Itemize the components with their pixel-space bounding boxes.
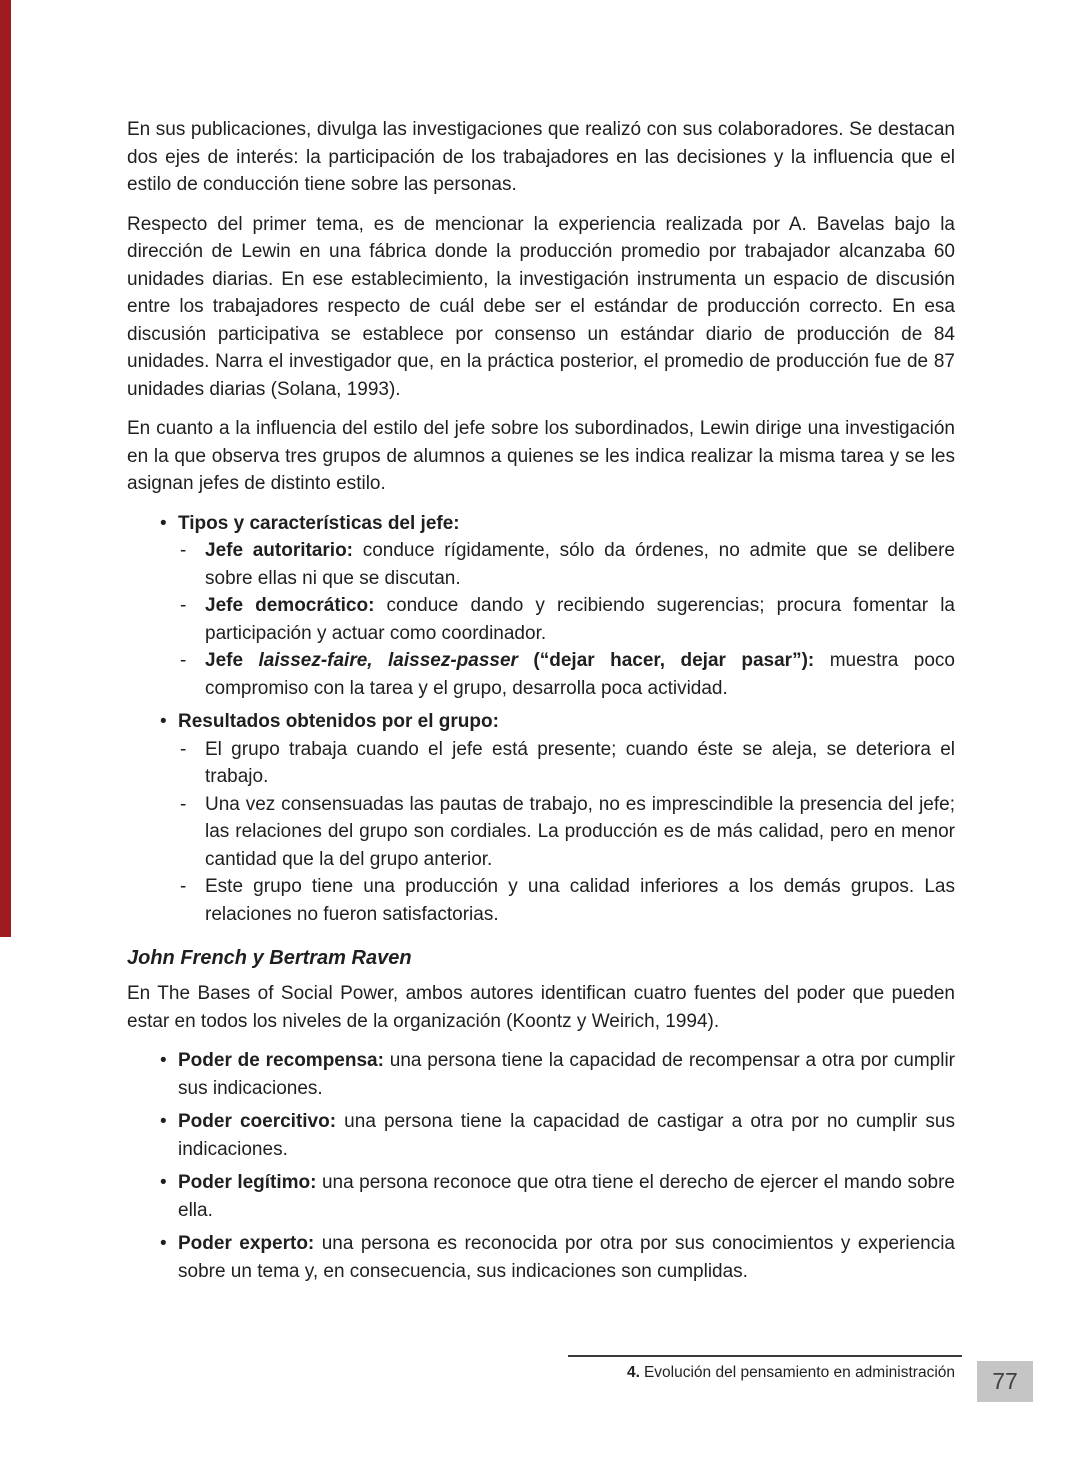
text-segment: Tipos y características del jefe: (178, 512, 460, 534)
sub-list-item (178, 592, 955, 647)
section-heading (127, 944, 955, 972)
accent-stripe (0, 0, 11, 937)
paragraph (127, 116, 955, 199)
bullet-list (127, 510, 955, 929)
text-segment: una persona tiene la capacidad de recompensar a otra por cumplir sus indicaciones. (178, 1050, 955, 1099)
list-item (127, 510, 955, 703)
paragraph (127, 211, 955, 404)
sub-list-item (178, 791, 955, 874)
text-segment: una persona es reconocida por otra por sus conocimientos y experiencia sobre un tema y, en consecuencia, sus indicaciones son cumplidas. (178, 1233, 955, 1282)
sub-list-item (178, 873, 955, 928)
text-segment: John French y Bertram Raven (127, 947, 412, 969)
paragraph (127, 980, 955, 1035)
list-item (127, 1047, 955, 1102)
text-segment: Jefe (205, 650, 259, 671)
text-segment: Poder coercitivo: (178, 1111, 337, 1132)
text-segment: una persona reconoce que otra tiene el derecho de ejercer el mando sobre ella. (178, 1172, 955, 1221)
paragraph (127, 415, 955, 498)
text-segment: Este grupo tiene una producción y una calidad inferiores a los demás grupos. Las relaciones no fueron satisfactorias. (205, 876, 955, 925)
text-segment: muestra poco compromiso con la tarea y el grupo, desarrolla poca actividad. (205, 650, 955, 699)
text-segment: Jefe autoritario: (205, 540, 354, 561)
document-content (127, 116, 955, 1297)
list-item (127, 708, 955, 928)
bullet-list (127, 1047, 955, 1285)
text-segment: una persona tiene la capacidad de castigar a otra por no cumplir sus indicaciones. (178, 1111, 955, 1160)
page-number: 77 (977, 1361, 1033, 1402)
text-segment: El grupo trabaja cuando el jefe está presente; cuando éste se aleja, se deteriora el trabajo. (205, 738, 955, 787)
chapter-number: 4. (627, 1364, 640, 1381)
list-item (127, 1108, 955, 1163)
text-segment: conduce rígidamente, sólo da órdenes, no admite que se delibere sobre ellas ni que se discutan. (205, 540, 955, 589)
chapter-footer (627, 1363, 955, 1383)
text-segment: En cuanto a la influencia del estilo del jefe sobre los subordinados, Lewin dirige una investigación en la que observa tres grupos de alumnos a quienes se les indica realizar la misma tarea y se les asignan jefes de distinto estilo. (127, 418, 955, 494)
sub-list-item (178, 736, 955, 791)
dash-list (178, 736, 955, 929)
text-segment: Resultados obtenidos por el grupo: (178, 711, 499, 732)
text-segment: laissez-faire, laissez-passer (258, 650, 518, 671)
dash-list (178, 537, 955, 702)
sub-list-item (178, 647, 955, 702)
text-segment: Poder legítimo: (178, 1172, 317, 1193)
list-item (127, 1230, 955, 1285)
text-segment: Poder experto: (178, 1233, 315, 1254)
text-segment: conduce dando y recibiendo sugerencias; procura fomentar la participación y actuar como coordinador. (205, 595, 955, 644)
sub-list-item (178, 537, 955, 592)
footer-divider (568, 1355, 962, 1357)
text-segment: (“dejar hacer, dejar pasar”): (517, 650, 815, 671)
text-segment: Una vez consensuadas las pautas de trabajo, no es imprescindible la presencia del jefe; las relaciones del grupo son cordiales. La producción es de más calidad, pero en menor cantidad que la del grupo anterior. (205, 793, 955, 870)
text-segment: En The Bases of Social Power, ambos autores identifican cuatro fuentes del poder que pueden estar en todos los niveles de la organización (Koontz y Weirich, 1994). (127, 983, 955, 1032)
text-segment: Poder de recompensa: (178, 1050, 384, 1071)
text-segment: En sus publicaciones, divulga las investigaciones que realizó con sus colaboradores. Se destacan dos ejes de interés: la participación de los trabajadores en las decisiones y la influencia que el estilo de conducción tiene sobre las personas. (127, 119, 955, 195)
chapter-title: Evolución del pensamiento en administración (643, 1364, 955, 1381)
list-item (127, 1169, 955, 1224)
text-segment: Jefe democrático: (205, 595, 375, 616)
text-segment: Respecto del primer tema, es de mencionar la experiencia realizada por A. Bavelas bajo la dirección de Lewin en una fábrica donde la producción promedio por trabajador alcanzaba 60 unidades diarias. En ese establecimiento, la investigación instrumenta un espacio de discusión entre los trabajadores respecto de cuál debe ser el estándar de producción correcto. En esa discusión participativa se establece por consenso un estándar diario de producción de 84 unidades. Narra el investigador que, en la práctica posterior, el promedio de producción fue de 87 unidades diarias (Solana, 1993). (127, 213, 955, 400)
